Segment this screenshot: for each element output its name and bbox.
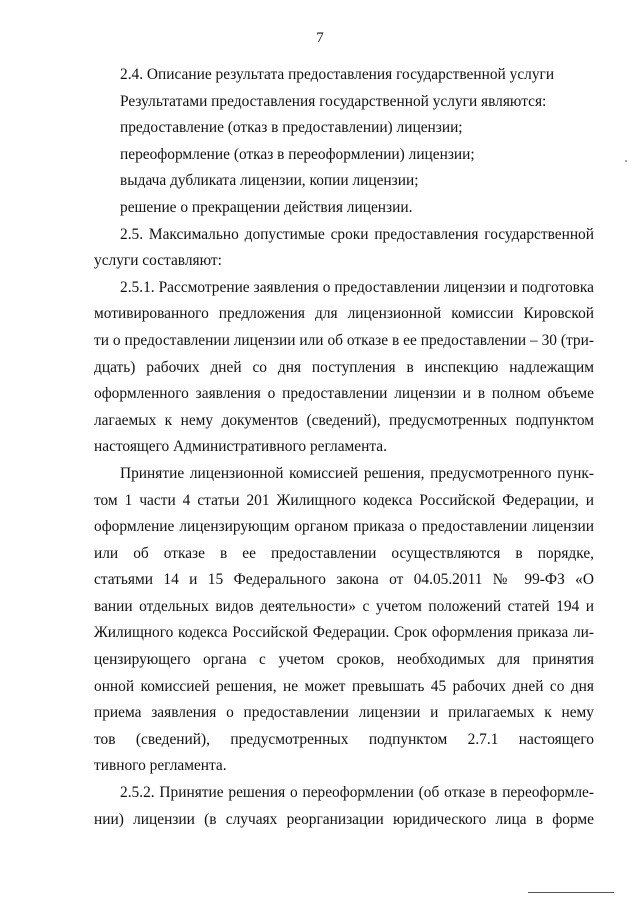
decision-paragraph-line: приема заявления о предоставлении лицензии и прилагаемых к нему bbox=[94, 704, 594, 722]
clause-2-5-1-line: оформленного заявления о предоставлении лицензии и в полном объеме bbox=[94, 385, 594, 403]
results-intro: Результатами предоставления государственной услуги являются: bbox=[120, 92, 547, 110]
page-number: 7 bbox=[316, 30, 324, 46]
decision-paragraph-line: или об отказе в ее предоставлении осуществляются в порядке, bbox=[94, 544, 594, 562]
decision-paragraph-line: тивного регламента. bbox=[94, 757, 227, 775]
result-item: решение о прекращении действия лицензии. bbox=[120, 198, 413, 216]
document-body bbox=[94, 62, 594, 833]
decision-paragraph-line: статьями 14 и 15 Федерального закона от 04.05.2011 № 99-ФЗ «О bbox=[94, 571, 594, 589]
clause-2-5-1-line: лагаемых к нему документов (сведений), предусмотренных подпунктом bbox=[94, 411, 594, 429]
result-item: предоставление (отказ в предоставлении) лицензии; bbox=[120, 119, 463, 137]
decision-paragraph-line: Жилищного кодекса Российской Федерации. Срок оформления приказа ли- bbox=[94, 624, 594, 642]
section-heading-2-4: 2.4. Описание результата предоставления государственной услуги bbox=[120, 66, 555, 83]
clause-2-5-2-line: нии) лицензии (в случаях реорганизации юридического лица в форме bbox=[94, 810, 594, 828]
clause-2-5-2-line: 2.5.2. Принятие решения о переоформлении (об отказе в переоформле- bbox=[120, 784, 594, 802]
result-item: переоформление (отказ в переоформлении) лицензии; bbox=[120, 145, 475, 163]
decision-paragraph-line: онной комиссией решения, не может превышать 45 рабочих дней со дня bbox=[94, 677, 594, 695]
section-heading-2-5: 2.5. Максимально допустимые сроки предоставления государственной bbox=[120, 225, 594, 243]
decision-paragraph-line: оформление лицензирующим органом приказа о предоставлении лицензии bbox=[94, 518, 594, 536]
bottom-rule bbox=[528, 892, 614, 893]
clause-2-5-1-line: 2.5.1. Рассмотрение заявления о предоставлении лицензии и подготовка bbox=[120, 278, 594, 296]
paragraph-line: услуги составляют: bbox=[94, 252, 222, 270]
decision-paragraph-line: цензирующего органа с учетом сроков, необходимых для принятия bbox=[94, 651, 594, 669]
clause-2-5-1-line: ти о предоставлении лицензии или об отказе в ее предоставлении – 30 (три- bbox=[94, 331, 594, 349]
decision-paragraph-line: Принятие лицензионной комиссией решения, предусмотренного пунк- bbox=[120, 464, 594, 482]
result-item: выдача дубликата лицензии, копии лицензии; bbox=[120, 172, 419, 190]
decision-paragraph-line: тов (сведений), предусмотренных подпунктом 2.7.1 настоящего bbox=[94, 730, 594, 748]
clause-2-5-1-line: мотивированного предложения для лицензионной комиссии Кировской bbox=[94, 305, 594, 323]
clause-2-5-1-line: дцать) рабочих дней со дня поступления в инспекцию надлежащим bbox=[94, 358, 594, 376]
decision-paragraph-line: том 1 части 4 статьи 201 Жилищного кодекса Российской Федерации, и bbox=[94, 491, 594, 509]
scan-speck bbox=[625, 160, 627, 162]
clause-2-5-1-line: настоящего Административного регламента. bbox=[94, 438, 387, 456]
decision-paragraph-line: вании отдельных видов деятельности» с учетом положений статей 194 и bbox=[94, 597, 594, 615]
